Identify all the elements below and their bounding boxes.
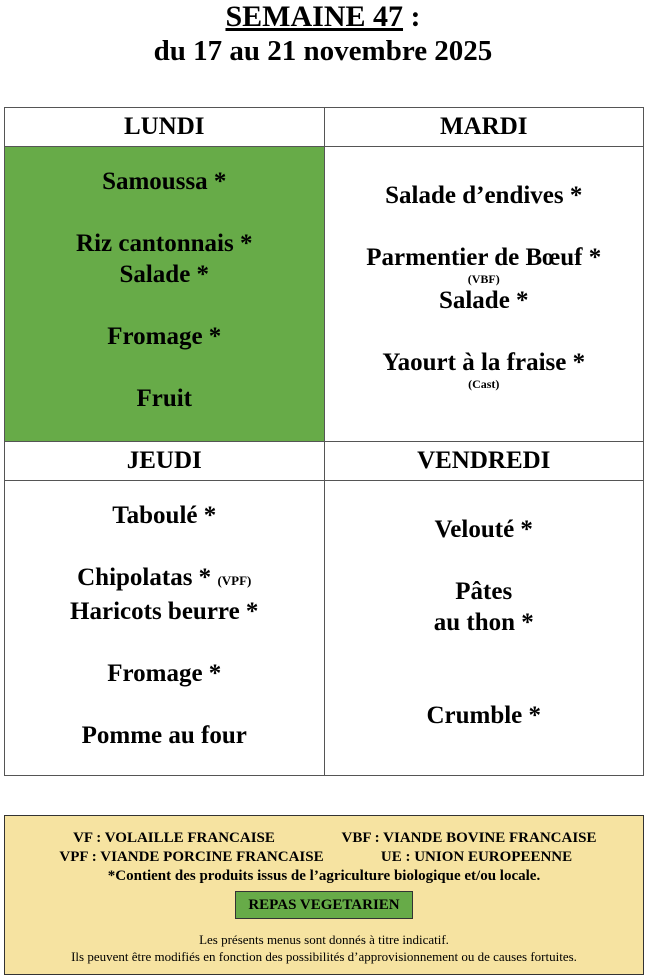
disclaimer-line: Ils peuvent être modifiés en fonction des possibilités d’approvisionnement ou de causes fortuites. bbox=[71, 949, 577, 964]
disclaimer bbox=[5, 931, 643, 965]
menu-item: au thon * bbox=[433, 609, 534, 636]
menu-cell-vendredi bbox=[324, 481, 644, 776]
menu-item: Parmentier de Bœuf * bbox=[366, 244, 602, 271]
page-header bbox=[0, 0, 646, 68]
menu-item: Fruit bbox=[136, 385, 193, 412]
menu-item: Crumble * bbox=[426, 702, 542, 729]
menu-cell-mardi bbox=[324, 147, 644, 442]
day-header-vendredi: VENDREDI bbox=[324, 442, 644, 481]
menu-table bbox=[4, 107, 644, 776]
menu-item: Riz cantonnais * bbox=[76, 230, 253, 257]
menu-item: Haricots beurre * bbox=[70, 598, 259, 625]
vegetarian-badge: REPAS VEGETARIEN bbox=[235, 891, 412, 919]
disclaimer-line: Les présents menus sont donnés à titre indicatif. bbox=[199, 932, 449, 947]
menu-cell-lundi bbox=[5, 147, 325, 442]
menu-item: Yaourt à la fraise * bbox=[382, 349, 586, 376]
menu-item: Salade * bbox=[119, 261, 210, 288]
title-colon: : bbox=[403, 0, 421, 33]
menu-item: Pâtes bbox=[455, 578, 513, 605]
page-title bbox=[0, 0, 646, 34]
menu-item: Fromage * bbox=[107, 660, 222, 687]
date-range: du 17 au 21 novembre 2025 bbox=[153, 35, 493, 67]
legend-ue: UE : UNION EUROPEENNE bbox=[380, 849, 573, 865]
day-header-mardi: MARDI bbox=[324, 108, 644, 147]
legend-vf: VF : VOLAILLE FRANCAISE bbox=[73, 830, 275, 846]
legend-bio-note: *Contient des produits issus de l’agriculture biologique et/ou locale. bbox=[107, 868, 541, 884]
menu-item: Taboulé * bbox=[112, 502, 217, 529]
menu-item: Salade * bbox=[438, 287, 529, 314]
origin-tag: (VPF) bbox=[217, 573, 252, 588]
menu-cell-jeudi bbox=[5, 481, 325, 776]
menu-item: Salade d’endives * bbox=[385, 182, 583, 209]
day-header-jeudi: JEUDI bbox=[5, 442, 325, 481]
day-header-lundi: LUNDI bbox=[5, 108, 325, 147]
legend-vpf: VPF : VIANDE PORCINE FRANCAISE bbox=[59, 849, 324, 865]
menu-item: Samoussa * bbox=[102, 168, 227, 195]
menu-item: Fromage * bbox=[107, 323, 222, 350]
origin-tag: (VBF) bbox=[467, 272, 500, 286]
legend-box bbox=[4, 815, 644, 975]
menu-item: Pomme au four bbox=[81, 722, 247, 749]
origin-tag: (Cast) bbox=[468, 377, 500, 391]
menu-item: Velouté * bbox=[434, 516, 533, 543]
week-label: SEMAINE 47 bbox=[225, 0, 404, 33]
menu-item-with-tag bbox=[77, 562, 251, 596]
menu-item: Chipolatas * bbox=[77, 564, 218, 591]
legend-vbf: VBF : VIANDE BOVINE FRANCAISE bbox=[341, 830, 597, 846]
